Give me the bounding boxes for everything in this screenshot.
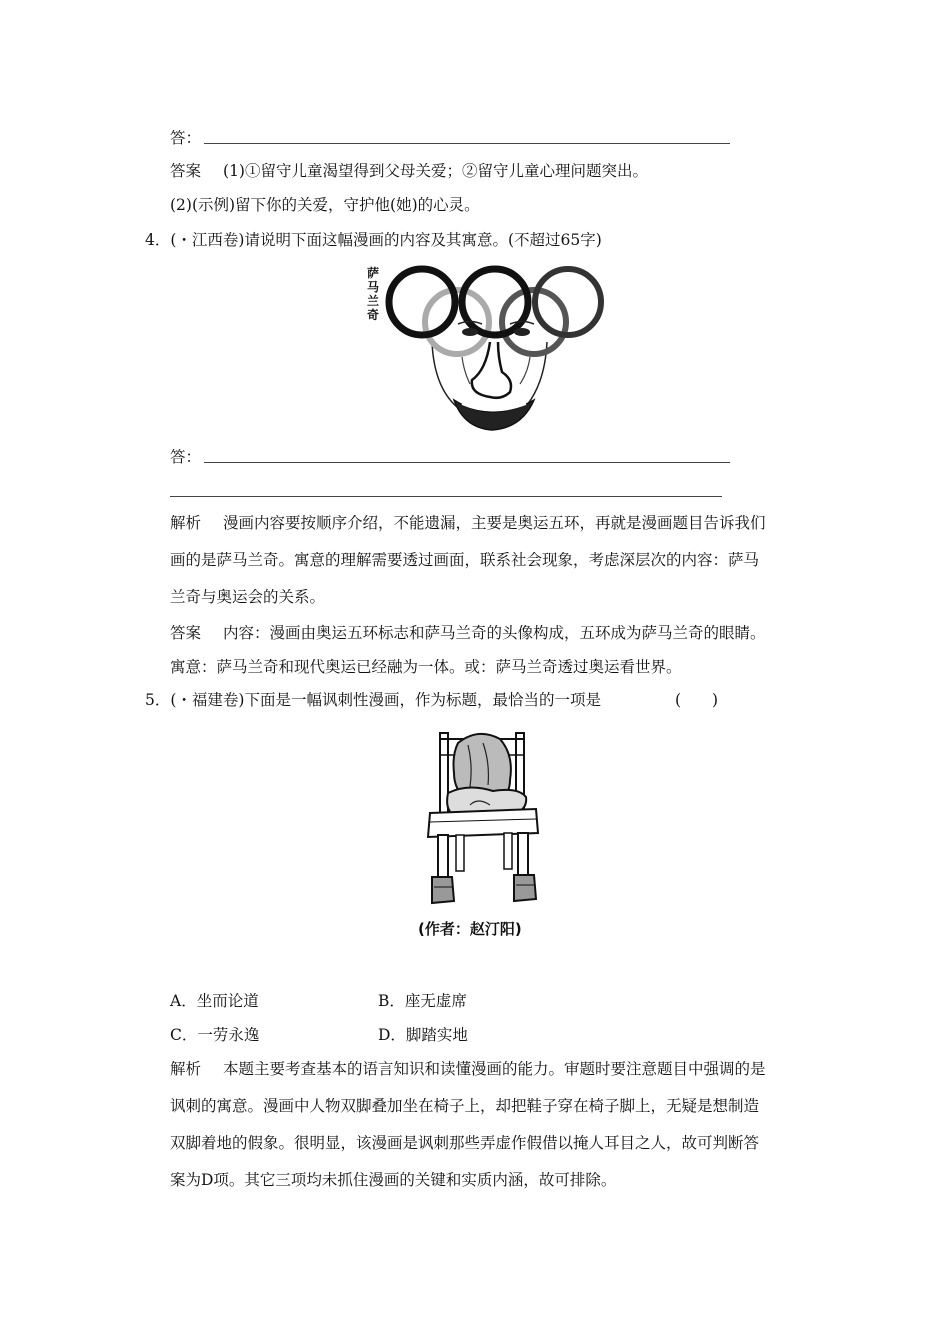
analysis-prefix: 解析: [170, 514, 202, 532]
analysis-prefix: 解析: [170, 1060, 202, 1078]
answer-label: 答：: [170, 129, 202, 147]
q3-answer-text1: (1)①留守儿童渴望得到父母关爱；②留守儿童心理问题突出。: [223, 162, 648, 180]
answer-rule: [204, 462, 730, 463]
q3-answer-line1: [170, 160, 648, 182]
q4-analysis-line3: 兰奇与奥运会的关系。: [170, 588, 326, 606]
answer-prefix: 答案: [170, 162, 202, 180]
q4-analysis-line2: 画的是萨马兰奇。寓意的理解需要透过画面，联系社会现象，考虑深层次的内容：萨马: [170, 551, 760, 569]
answer-blank-q4: [170, 446, 730, 468]
answer-blank-q3: [170, 127, 730, 149]
option-c[interactable]: C．一劳永逸: [170, 1026, 260, 1044]
option-a[interactable]: A．坐而论道: [170, 992, 259, 1010]
q3-answer-line2: (2)(示例)留下你的关爱，守护他(她)的心灵。: [170, 196, 480, 214]
q5-analysis-line1: 解析 本题主要考查基本的语言知识和读懂漫画的能力。审题时要注意题目中强调的是: [170, 1060, 766, 1078]
q5-analysis-line3: 双脚着地的假象。很明显，该漫画是讽刺那些弄虚作假借以掩人耳目之人，故可判断答: [170, 1134, 760, 1152]
answer-rule-extra: [170, 496, 722, 497]
cartoon-vertical-label: 萨 马 兰 奇: [366, 266, 379, 322]
q5-stem: 5．(・福建卷)下面是一幅讽刺性漫画，作为标题，最恰当的一项是: [145, 691, 601, 709]
chair-cartoon: [418, 725, 548, 913]
option-d[interactable]: D．脚踏实地: [378, 1026, 468, 1044]
answer-rule: [204, 143, 730, 144]
q5-analysis-line4: 案为D项。其它三项均未抓住漫画的关键和实质内涵，故可排除。: [170, 1171, 617, 1189]
answer-label: 答：: [170, 448, 202, 466]
q4-analysis-line1: 解析 漫画内容要按顺序介绍，不能遗漏，主要是奥运五环，再就是漫画题目告诉我们: [170, 514, 766, 532]
answer-blank-parens: ( ): [675, 691, 719, 709]
chair-figure-drawing: [418, 725, 548, 913]
cartoon-caption: (作者：赵汀阳): [418, 920, 522, 938]
option-b[interactable]: B．座无虚席: [378, 992, 467, 1010]
q5-analysis-line2: 讽刺的寓意。漫画中人物双脚叠加坐在椅子上，却把鞋子穿在椅子脚上，无疑是想制造: [170, 1097, 760, 1115]
q4-stem: 4．(・江西卷)请说明下面这幅漫画的内容及其寓意。(不超过65字): [145, 231, 602, 249]
samaranch-cartoon: [362, 262, 612, 437]
answer-prefix: 答案: [170, 624, 202, 642]
q4-answer-line2: 寓意：萨马兰奇和现代奥运已经融为一体。或：萨马兰奇透过奥运看世界。: [170, 658, 682, 676]
rings-face-drawing: [362, 262, 612, 437]
q4-answer-line1: 答案 内容：漫画由奥运五环标志和萨马兰奇的头像构成，五环成为萨马兰奇的眼睛。: [170, 624, 766, 642]
